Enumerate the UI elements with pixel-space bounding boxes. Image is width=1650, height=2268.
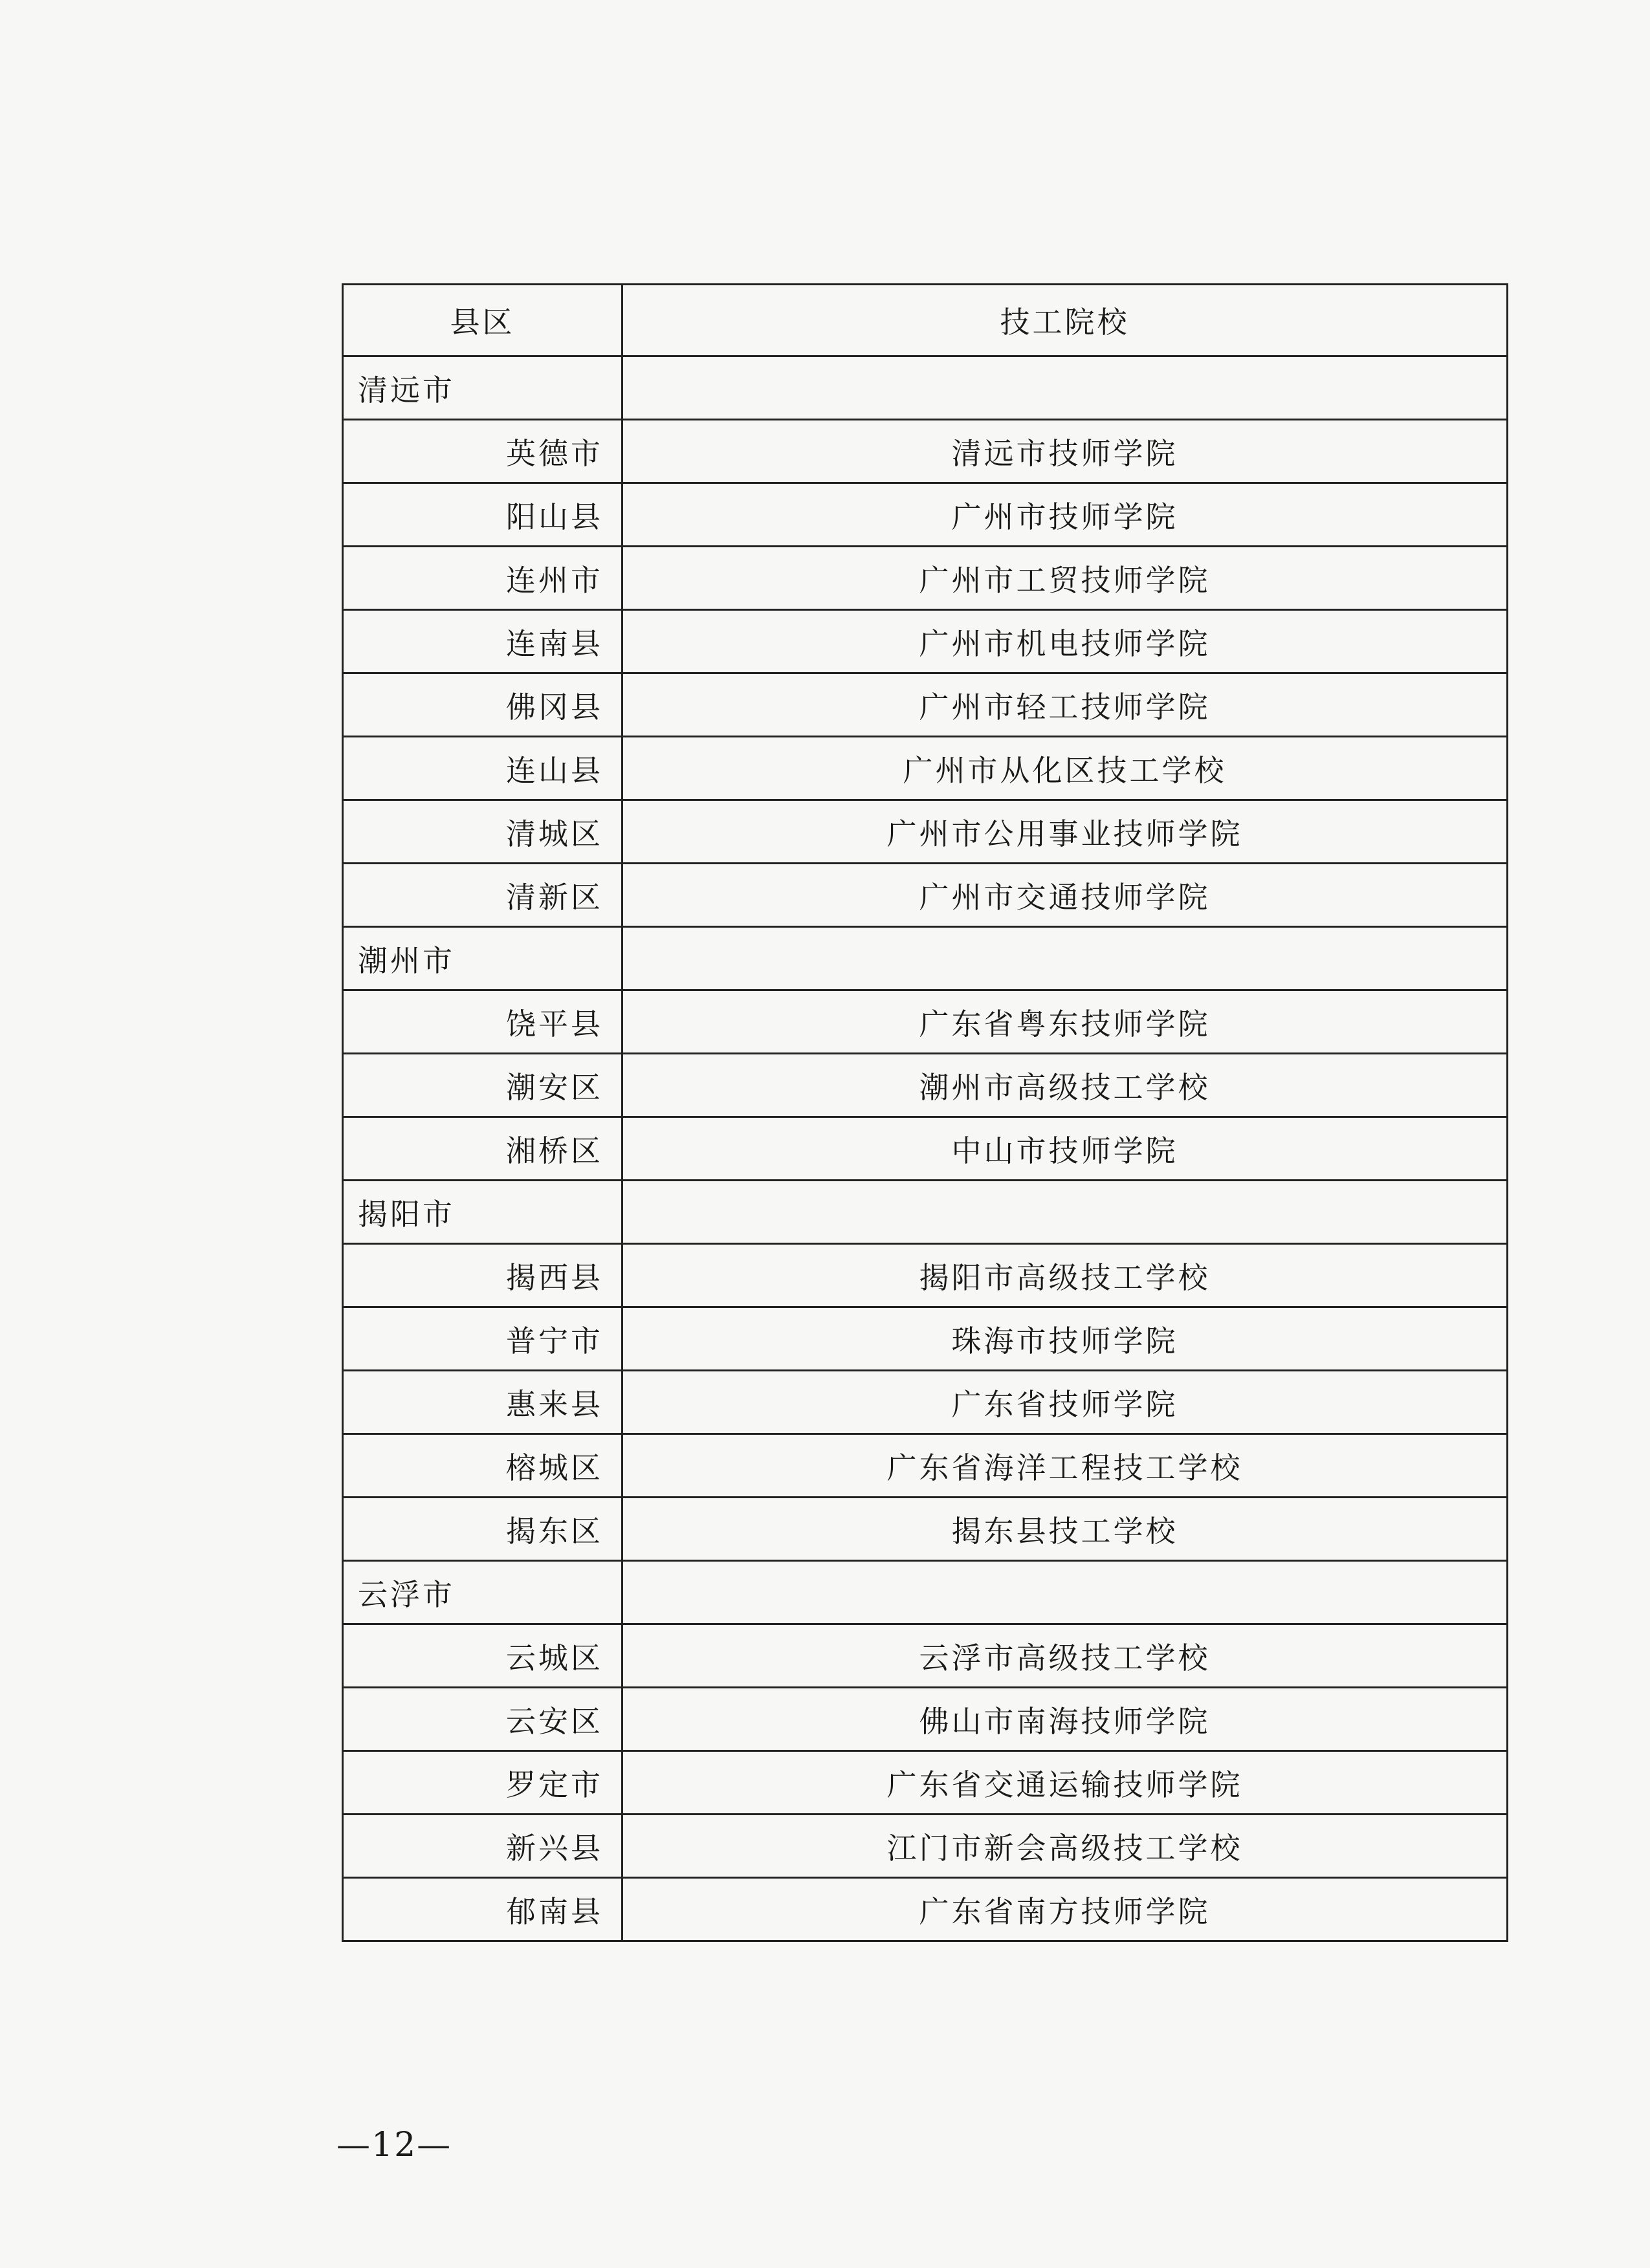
city-name: 云浮市 (343, 1561, 622, 1624)
city-empty-cell (622, 1561, 1508, 1624)
school-name: 广州市公用事业技师学院 (622, 800, 1508, 864)
table-row (343, 864, 1508, 927)
county-name: 榕城区 (343, 1434, 622, 1498)
table-row (343, 1751, 1508, 1815)
school-name: 广州市交通技师学院 (622, 864, 1508, 927)
school-name: 珠海市技师学院 (622, 1307, 1508, 1371)
table-body (343, 356, 1508, 1941)
county-name: 饶平县 (343, 990, 622, 1054)
school-name: 广东省粤东技师学院 (622, 990, 1508, 1054)
table-row (343, 420, 1508, 483)
header-county: 县区 (343, 285, 622, 356)
table-row (343, 1815, 1508, 1878)
school-name: 广东省海洋工程技工学校 (622, 1434, 1508, 1498)
county-name: 连南县 (343, 610, 622, 673)
county-name: 清城区 (343, 800, 622, 864)
county-name: 罗定市 (343, 1751, 622, 1815)
county-name: 惠来县 (343, 1371, 622, 1434)
county-name: 英德市 (343, 420, 622, 483)
county-name: 阳山县 (343, 483, 622, 547)
school-name: 江门市新会高级技工学校 (622, 1815, 1508, 1878)
city-name: 清远市 (343, 356, 622, 420)
county-name: 湘桥区 (343, 1117, 622, 1181)
school-name: 广州市机电技师学院 (622, 610, 1508, 673)
school-name: 中山市技师学院 (622, 1117, 1508, 1181)
county-name: 佛冈县 (343, 673, 622, 737)
table-row (343, 1117, 1508, 1181)
table-row (343, 1688, 1508, 1751)
school-name: 云浮市高级技工学校 (622, 1624, 1508, 1688)
city-row (343, 1181, 1508, 1244)
school-name: 揭阳市高级技工学校 (622, 1244, 1508, 1307)
city-empty-cell (622, 356, 1508, 420)
school-assignment-table (342, 283, 1508, 1942)
county-name: 清新区 (343, 864, 622, 927)
county-name: 郁南县 (343, 1878, 622, 1941)
school-name: 揭东县技工学校 (622, 1498, 1508, 1561)
county-name: 揭东区 (343, 1498, 622, 1561)
city-row (343, 356, 1508, 420)
school-name: 广州市从化区技工学校 (622, 737, 1508, 800)
school-name: 广东省交通运输技师学院 (622, 1751, 1508, 1815)
table-row (343, 1371, 1508, 1434)
county-name: 潮安区 (343, 1054, 622, 1117)
table-row (343, 673, 1508, 737)
county-name: 普宁市 (343, 1307, 622, 1371)
table-row (343, 1244, 1508, 1307)
header-school: 技工院校 (622, 285, 1508, 356)
table-row (343, 483, 1508, 547)
table-row (343, 1498, 1508, 1561)
school-name: 潮州市高级技工学校 (622, 1054, 1508, 1117)
county-name: 揭西县 (343, 1244, 622, 1307)
city-name: 潮州市 (343, 927, 622, 990)
county-name: 连州市 (343, 547, 622, 610)
table-row (343, 547, 1508, 610)
table-row (343, 1054, 1508, 1117)
city-row (343, 927, 1508, 990)
city-row (343, 1561, 1508, 1624)
school-name: 广东省技师学院 (622, 1371, 1508, 1434)
city-empty-cell (622, 927, 1508, 990)
table-row (343, 1878, 1508, 1941)
table-row (343, 610, 1508, 673)
page-number: —12— (336, 2126, 452, 2164)
county-name: 云城区 (343, 1624, 622, 1688)
county-name: 云安区 (343, 1688, 622, 1751)
table-row (343, 1624, 1508, 1688)
table-row (343, 1434, 1508, 1498)
school-name: 清远市技师学院 (622, 420, 1508, 483)
city-name: 揭阳市 (343, 1181, 622, 1244)
table-row (343, 800, 1508, 864)
county-name: 新兴县 (343, 1815, 622, 1878)
table-row (343, 737, 1508, 800)
county-name: 连山县 (343, 737, 622, 800)
school-name: 广州市轻工技师学院 (622, 673, 1508, 737)
city-empty-cell (622, 1181, 1508, 1244)
school-name: 广州市技师学院 (622, 483, 1508, 547)
table-header-row (343, 285, 1508, 356)
table-row (343, 1307, 1508, 1371)
table-row (343, 990, 1508, 1054)
school-name: 广东省南方技师学院 (622, 1878, 1508, 1941)
school-name: 广州市工贸技师学院 (622, 547, 1508, 610)
school-name: 佛山市南海技师学院 (622, 1688, 1508, 1751)
